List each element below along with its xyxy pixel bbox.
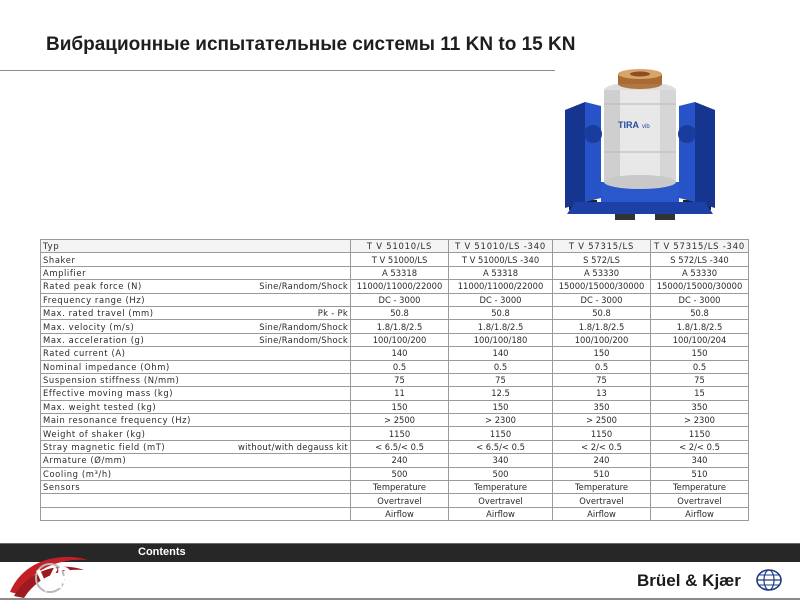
condition-cell [216,467,351,480]
param-cell [41,494,216,507]
table-row [41,373,749,386]
table-header-typ: Typ [41,240,351,253]
table-header-model: T V 57315/LS [553,240,651,253]
value-cell: DC - 3000 [351,293,449,306]
value-cell: 150 [449,400,553,413]
shaker-brand-suffix: vib [642,124,650,130]
value-cell: S 572/LS -340 [651,253,749,266]
value-cell: Temperature [651,481,749,494]
param-cell: Max. acceleration (g) [41,333,216,346]
value-cell: 1.8/1.8/2.5 [651,320,749,333]
table-row [41,400,749,413]
value-cell: 1150 [553,427,651,440]
value-cell: 100/100/200 [553,333,651,346]
value-cell: 150 [351,400,449,413]
condition-cell [216,427,351,440]
value-cell: 15000/15000/30000 [553,280,651,293]
value-cell: 350 [651,400,749,413]
param-cell: Max. rated travel (mm) [41,306,216,319]
value-cell: < 6.5/< 0.5 [351,440,449,453]
condition-cell [216,454,351,467]
condition-cell [216,293,351,306]
condition-cell [216,360,351,373]
value-cell: T V 51000/LS -340 [449,253,553,266]
contents-link[interactable]: Contents [138,546,186,558]
param-cell: Effective moving mass (kg) [41,387,216,400]
param-cell: Amplifier [41,266,216,279]
value-cell: 75 [651,373,749,386]
condition-cell [216,266,351,279]
value-cell: A 53330 [651,266,749,279]
table-header-model: T V 51010/LS -340 [449,240,553,253]
table-row [41,454,749,467]
value-cell: DC - 3000 [449,293,553,306]
value-cell: 75 [553,373,651,386]
table-row [41,360,749,373]
condition-cell [216,494,351,507]
value-cell: Airflow [351,507,449,520]
condition-cell: Sine/Random/Shock [216,280,351,293]
condition-cell [216,400,351,413]
value-cell: 12.5 [449,387,553,400]
table-row [41,467,749,480]
condition-cell [216,373,351,386]
brand-name: Brüel & Kjær [637,571,741,590]
value-cell: 140 [449,347,553,360]
param-cell: Max. weight tested (kg) [41,400,216,413]
value-cell: 240 [351,454,449,467]
value-cell: 11000/11000/22000 [351,280,449,293]
globe-icon [754,568,784,592]
table-header-row [41,240,749,253]
table-row [41,306,749,319]
value-cell: 0.5 [351,360,449,373]
value-cell: 11 [351,387,449,400]
value-cell: 340 [651,454,749,467]
value-cell: 350 [553,400,651,413]
value-cell: 75 [449,373,553,386]
param-cell: Frequency range (Hz) [41,293,216,306]
value-cell: 50.8 [351,306,449,319]
value-cell: T V 51000/LS [351,253,449,266]
param-cell: Max. velocity (m/s) [41,320,216,333]
table-row [41,347,749,360]
value-cell: 1.8/1.8/2.5 [351,320,449,333]
param-cell: Suspension stiffness (N/mm) [41,373,216,386]
value-cell: 100/100/204 [651,333,749,346]
value-cell: > 2300 [449,414,553,427]
condition-cell: Sine/Random/Shock [216,333,351,346]
param-cell: Rated peak force (N) [41,280,216,293]
param-cell: Weight of shaker (kg) [41,427,216,440]
condition-cell [216,347,351,360]
value-cell: 500 [449,467,553,480]
param-cell: Nominal impedance (Ohm) [41,360,216,373]
title-divider [0,70,555,71]
value-cell: 15 [651,387,749,400]
value-cell: Temperature [553,481,651,494]
param-cell: Cooling (m³/h) [41,467,216,480]
param-cell: Main resonance frequency (Hz) [41,414,216,427]
table-row [41,320,749,333]
table-row [41,414,749,427]
table-row [41,253,749,266]
table-header-model: T V 51010/LS [351,240,449,253]
value-cell: Airflow [553,507,651,520]
condition-cell [216,507,351,520]
value-cell: 50.8 [651,306,749,319]
value-cell: 1150 [651,427,749,440]
shaker-brand-label: TIRA [618,120,639,130]
condition-cell: Pk - Pk [216,306,351,319]
value-cell: < 2/< 0.5 [553,440,651,453]
table-body [41,253,749,521]
value-cell: 150 [553,347,651,360]
condition-cell [216,253,351,266]
value-cell: 500 [351,467,449,480]
value-cell: 100/100/180 [449,333,553,346]
value-cell: 1150 [351,427,449,440]
value-cell: Overtravel [449,494,553,507]
param-cell: Stray magnetic field (mT) [41,440,216,453]
value-cell: > 2500 [553,414,651,427]
table-row [41,481,749,494]
value-cell: 240 [553,454,651,467]
vr-logo-icon [4,552,92,600]
condition-cell: without/with degauss kit [216,440,351,453]
value-cell: S 572/LS [553,253,651,266]
table-row [41,387,749,400]
param-cell: Shaker [41,253,216,266]
slide-title: Вибрационные испытательные системы 11 KN to 15 KN [46,34,576,55]
value-cell: 340 [449,454,553,467]
value-cell: Airflow [449,507,553,520]
value-cell: 150 [651,347,749,360]
value-cell: 0.5 [553,360,651,373]
condition-cell [216,414,351,427]
value-cell: Airflow [651,507,749,520]
value-cell: Overtravel [651,494,749,507]
table-row [41,293,749,306]
condition-cell [216,481,351,494]
value-cell: Overtravel [351,494,449,507]
table-row [41,333,749,346]
condition-cell: Sine/Random/Shock [216,320,351,333]
value-cell: Temperature [449,481,553,494]
value-cell: > 2500 [351,414,449,427]
param-cell: Armature (Ø/mm) [41,454,216,467]
table-row [41,266,749,279]
value-cell: 13 [553,387,651,400]
spec-table [40,239,749,521]
value-cell: 0.5 [449,360,553,373]
footer-bar [0,543,800,562]
value-cell: 11000/11000/22000 [449,280,553,293]
table-row [41,427,749,440]
table-row [41,507,749,520]
table-row [41,280,749,293]
condition-cell [216,387,351,400]
value-cell: 1.8/1.8/2.5 [553,320,651,333]
value-cell: 510 [553,467,651,480]
value-cell: < 6.5/< 0.5 [449,440,553,453]
value-cell: 15000/15000/30000 [651,280,749,293]
value-cell: Temperature [351,481,449,494]
value-cell: DC - 3000 [553,293,651,306]
param-cell: Sensors [41,481,216,494]
value-cell: 1.8/1.8/2.5 [449,320,553,333]
value-cell: 50.8 [449,306,553,319]
value-cell: A 53330 [553,266,651,279]
value-cell: 100/100/200 [351,333,449,346]
value-cell: > 2300 [651,414,749,427]
value-cell: 75 [351,373,449,386]
shaker-product-image [555,62,725,232]
value-cell: 1150 [449,427,553,440]
table-row [41,440,749,453]
value-cell: 510 [651,467,749,480]
value-cell: A 53318 [351,266,449,279]
value-cell: 0.5 [651,360,749,373]
table-header-model: T V 57315/LS -340 [651,240,749,253]
param-cell: Rated current (A) [41,347,216,360]
value-cell: Overtravel [553,494,651,507]
value-cell: 50.8 [553,306,651,319]
table-row [41,494,749,507]
value-cell: 140 [351,347,449,360]
value-cell: DC - 3000 [651,293,749,306]
param-cell [41,507,216,520]
value-cell: < 2/< 0.5 [651,440,749,453]
value-cell: A 53318 [449,266,553,279]
